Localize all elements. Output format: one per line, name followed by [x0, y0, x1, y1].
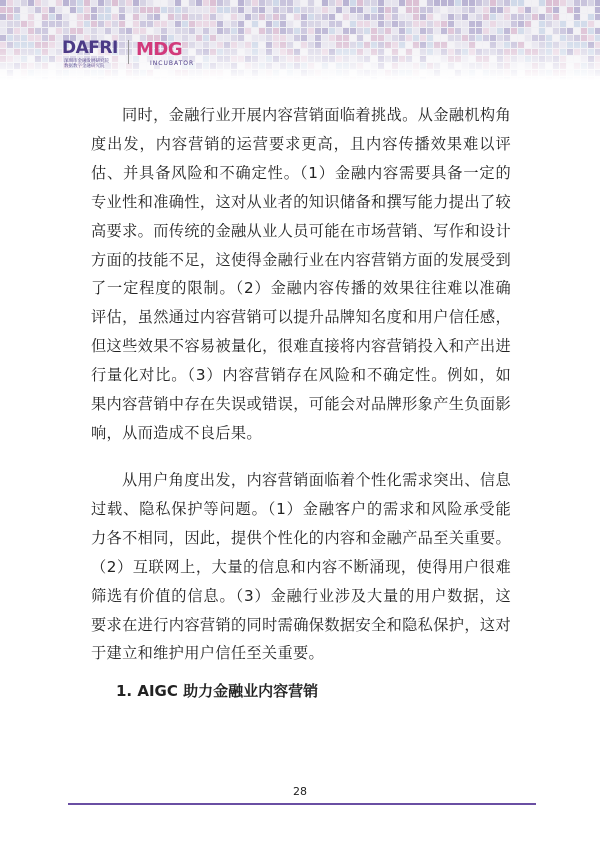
paragraph-text: 同时，金融行业开展内容营销面临着挑战。从金融机构角度出发，内容营销的运营要求更高，且内容传播效果难以评估、并具备风险和不确定性。（1）金融内容需要具备一定的专业性和准确性，这对从业者的知识储备和撰写能力提出了较高要求。而传统的金融从业人员可能在市场营销、写作和设计方面的技能不足，这使得金融行业在内容营销方面的发展受到了一定程度的限制。（2）金融内容传播的效果往往难以准确评估，虽然通过内容营销可以提升品牌知名度和用户信任感，但这些效果不容易被量化，很难直接将内容营销投入和产出进行量化对比。（3）内容营销存在风险和不确定性。例如，如果内容营销中存在失误或错误，可能会对品牌形象产生负面影响，从而造成不良后果。	[91, 106, 511, 442]
dafri-logo: DAFRI	[62, 38, 118, 58]
header-logos	[62, 38, 232, 69]
page-number: 28	[293, 785, 307, 798]
body-paragraph-1	[91, 101, 511, 448]
logo-separator	[128, 40, 129, 64]
footer-rule	[68, 803, 536, 805]
section-heading: 1. AIGC 助力金融业内容营销	[116, 682, 319, 700]
dafri-logo-subtitle: 深圳市金融发展研究院 数据数字金融研究院	[64, 59, 109, 69]
body-paragraph-2	[91, 466, 511, 668]
header-banner	[0, 0, 600, 80]
mdg-logo: MDG	[136, 39, 183, 60]
mdg-logo-subtitle: INCUBATOR	[150, 60, 195, 67]
paragraph-text: 从用户角度出发，内容营销面临着个性化需求突出、信息过载、隐私保护等问题。（1）金融客户的需求和风险承受能力各不相同，因此，提供个性化的内容和金融产品至关重要。（2）互联网上，大量的信息和内容不断涌现，使得用户很难筛选有价值的信息。（3）金融行业涉及大量的用户数据，这要求在进行内容营销的同时需确保数据安全和隐私保护，这对于建立和维护用户信任至关重要。	[91, 471, 511, 663]
